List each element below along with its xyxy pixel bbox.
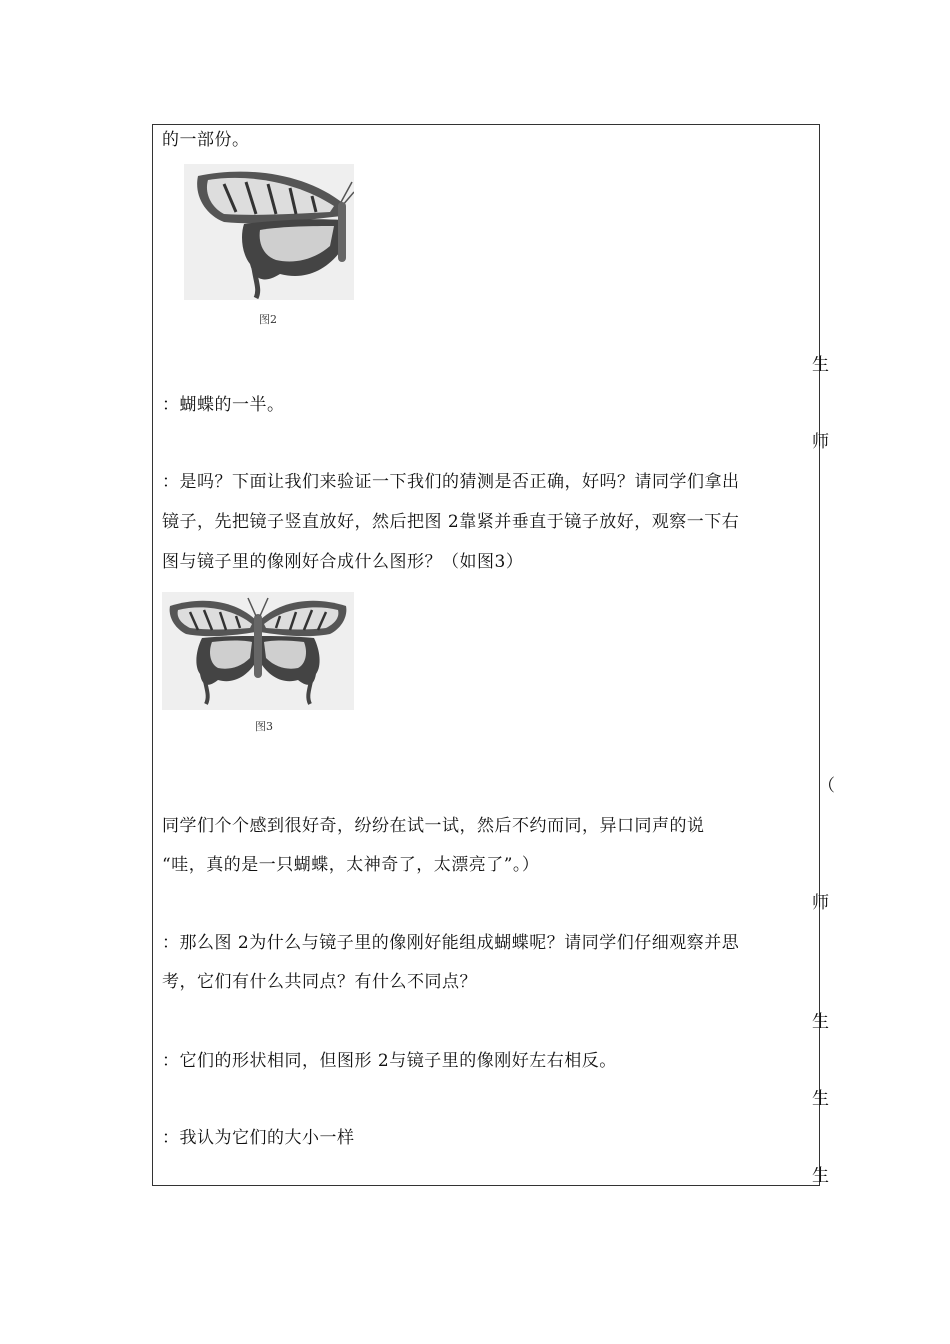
- text-line: ：那么图 2为什么与镜子里的像刚好能组成蝴蝶呢？请同学们仔细观察并思: [162, 933, 740, 953]
- text-line: ：我认为它们的大小一样: [162, 1128, 355, 1148]
- full-butterfly-figure: [162, 592, 354, 710]
- half-butterfly-figure: [184, 164, 354, 300]
- text-line: 图与镜子里的像刚好合成什么图形？（如图3）: [162, 552, 524, 572]
- margin-label: 师: [812, 432, 829, 452]
- margin-label: 生: [812, 1166, 829, 1186]
- text-line: ：是吗？下面让我们来验证一下我们的猜测是否正确，好吗？请同学们拿出: [162, 472, 740, 492]
- text-line: 的一部份。: [162, 130, 250, 150]
- text-line: ：它们的形状相同，但图形 2与镜子里的像刚好左右相反。: [162, 1051, 617, 1071]
- margin-label: 师: [812, 893, 829, 913]
- margin-label: 生: [812, 1012, 829, 1032]
- margin-label: 生: [812, 355, 829, 375]
- figure-3-caption: 图3: [255, 720, 273, 733]
- text-line: 考，它们有什么共同点？有什么不同点？: [162, 972, 477, 992]
- text-line: ：蝴蝶的一半。: [162, 395, 285, 415]
- margin-label: 生: [812, 1089, 829, 1109]
- text-line: 同学们个个感到很好奇，纷纷在试一试，然后不约而同，异口同声的说: [162, 816, 705, 836]
- text-line: 镜子，先把镜子竖直放好，然后把图 2靠紧并垂直于镜子放好，观察一下右: [162, 512, 740, 532]
- figure-2-caption: 图2: [259, 313, 277, 326]
- text-line: “哇，真的是一只蝴蝶，太神奇了，太漂亮了”。）: [162, 855, 540, 875]
- margin-label: （: [818, 776, 835, 796]
